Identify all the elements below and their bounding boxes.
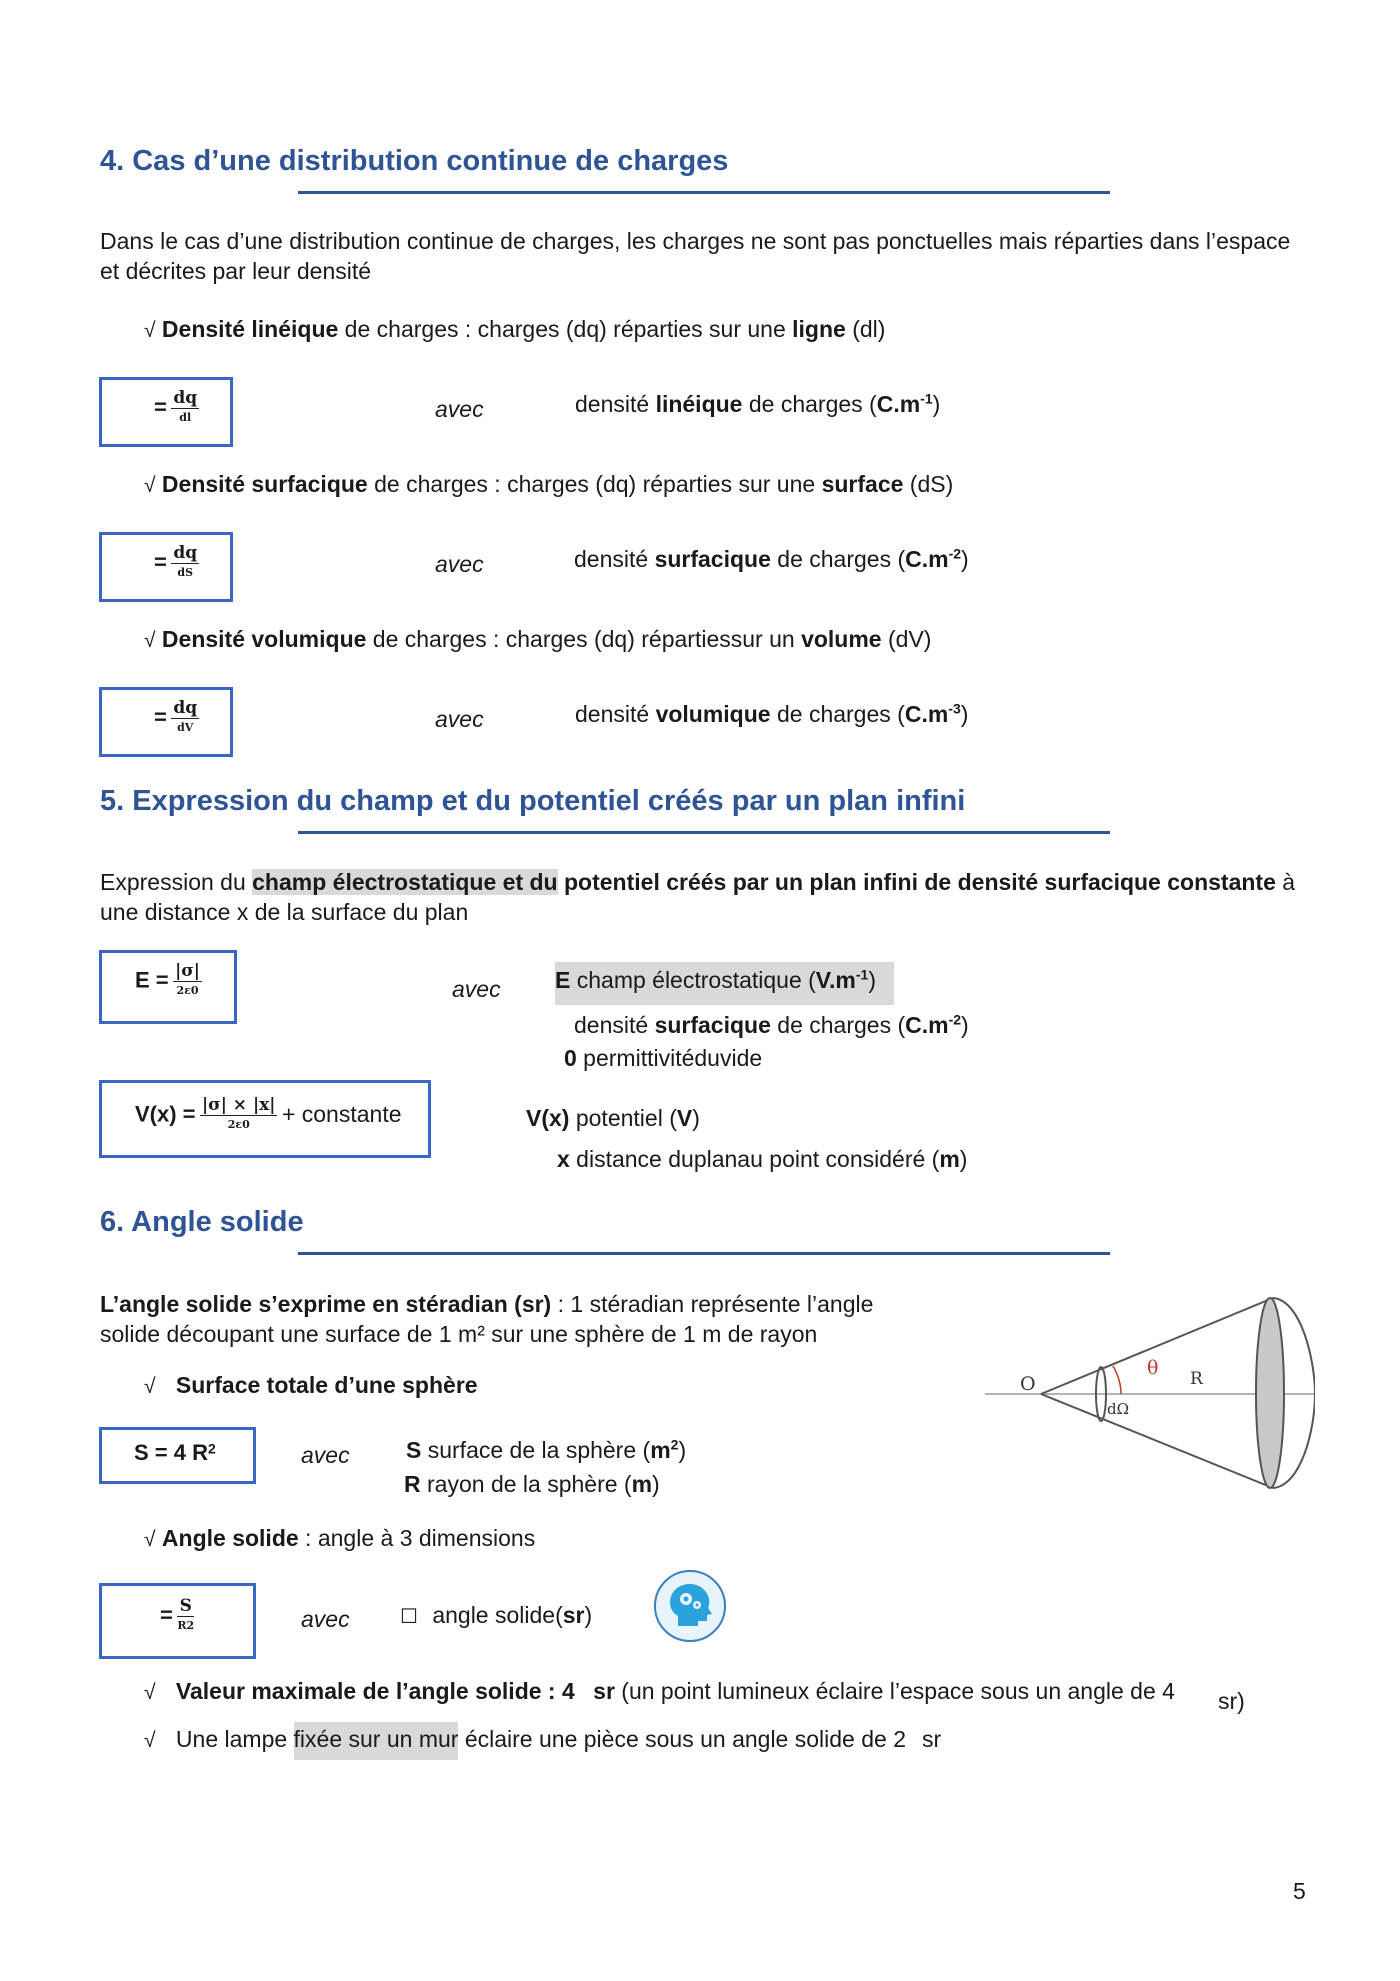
bullet-volumique [144,624,931,656]
def-unit: C.m [876,391,921,417]
lamp-text: éclaire une pièce sous un angle solide de 2 [458,1726,906,1752]
solid-angle-diagram [985,1290,1315,1495]
def-text: ) [961,546,969,572]
formula-box-V [99,1080,431,1158]
avec-label: avec [301,1442,350,1468]
label-d-omega: dΩ [1107,1400,1130,1418]
frac-num: |σ| [175,961,200,981]
V-def-line2 [557,1144,967,1174]
para-text: : 1 stéradian représente l’angle [551,1291,874,1317]
bullet-lineique-bold2: ligne [792,316,846,342]
def-unit: sr [562,1602,585,1628]
para-bold: potentiel créés par un plan infini de densité surfacique constante [557,869,1276,895]
page-number: 5 [1293,1878,1306,1904]
frac-den: dl [179,411,192,424]
bullet-volumique-text2: (dV) [881,626,932,652]
def-exp: -2 [948,545,962,562]
def-text: densité [575,391,656,417]
cone-base [1256,1298,1284,1488]
formula-box-Omega [99,1583,256,1659]
frac-den: dS [177,566,194,579]
def-bold: E [555,967,571,993]
formula-S: S = 4 R [134,1440,208,1465]
def-text: de charges ( [770,1012,906,1038]
def-exp: 2 [670,1436,679,1453]
def-text: ) [652,1471,660,1497]
formula-equals: = [154,394,167,420]
def-exp: -1 [920,390,933,407]
def-text: de charges ( [742,391,877,417]
def-surfacique [574,544,969,574]
section-4-title: 4. Cas d’une distribution continue de charges [100,145,729,177]
frac-num: dq [173,388,198,408]
def-bold: linéique [655,391,743,417]
formula-fraction [173,961,202,1000]
def-text: surface de la sphère ( [421,1437,651,1463]
bullet-max-text: (un point lumineux éclaire l’espace sous un angle de 4 [614,1678,1175,1704]
bullet-max-bold: Valeur maximale de l’angle solide : 4 [175,1678,575,1704]
bullet-angle-solide [144,1523,535,1555]
formula-rhs: + constante [281,1101,402,1127]
lamp-sr: sr [922,1726,942,1752]
V-def-line1 [526,1103,700,1133]
def-bold: V(x) [526,1105,570,1131]
frac-num: dq [173,543,198,563]
E-def-line1 [555,962,894,1005]
def-bold: volumique [655,701,771,727]
label-theta: θ [1147,1357,1159,1379]
def-text: ) [678,1437,687,1463]
bullet-lineique-text2: (dl) [845,316,886,342]
avec-label: avec [435,706,484,732]
def-unit: m [650,1437,671,1463]
label-O: O [1020,1373,1036,1395]
E-def-line2 [574,1010,969,1040]
bullet-lineique-text: de charges : charges (dq) réparties sur une [338,316,793,342]
formula-lhs: E = [135,967,169,993]
frac-den: 2ε0 [176,984,199,997]
def-bold: surfacique [654,546,771,572]
bullet-surfacique [144,469,953,501]
avec-label: avec [435,551,484,577]
def-bold: R [404,1471,421,1497]
Omega-def [400,1600,592,1632]
bullet-lineique [144,314,885,346]
bullet-sphere [144,1370,478,1402]
def-text: distance duplanau point considéré ( [569,1146,940,1172]
def-text: de charges ( [770,546,906,572]
section-4-intro-line2: et décrites par leur densité [100,258,372,284]
def-text: densité [575,701,656,727]
bullet-surfacique-text2: (dS) [903,471,954,497]
formula-equals: = [160,1602,173,1628]
bullet-volumique-text: de charges : charges (dq) répartiessur un [366,626,802,652]
section-5-para-line1 [100,867,1295,897]
def-text: ) [961,1012,969,1038]
bullet-volumique-bold2: volume [801,626,882,652]
def-text: ) [584,1602,593,1628]
def-exp: -2 [948,1011,962,1028]
bullet-surfacique-bold2: surface [821,471,904,497]
def-exp: -3 [948,700,961,717]
section-4-intro-line1: Dans le cas d’une distribution continue de charges, les charges ne sont pas ponctuelles mais réparties dans l’espace [100,228,1291,254]
formula-fraction [200,1095,278,1134]
def-bold: x [557,1146,570,1172]
avec-label: avec [452,976,501,1002]
frac-num: S [177,1596,194,1617]
cone-edge-bottom [1041,1394,1273,1488]
S-def-line2 [404,1469,660,1499]
bullet-max-angle [144,1676,1175,1708]
frac-num: dq [173,698,198,718]
def-bold: S [406,1437,422,1463]
formula-S-exp: 2 [207,1440,216,1457]
formula-box-E [99,950,237,1024]
bullet-angle-text: : angle à 3 dimensions [298,1525,536,1551]
check-mark-icon: √ [144,1375,156,1398]
formula-fraction [171,543,199,582]
def-bold: 0 [564,1045,577,1071]
bullet-angle-bold: Angle solide [161,1525,299,1551]
def-text: ) [692,1105,700,1131]
check-mark-icon: √ [144,1528,156,1551]
def-text: angle solide( [425,1602,563,1628]
para-bold: L’angle solide s’exprime en stéradian (sr) [100,1291,552,1317]
def-unit: V.m [815,967,856,993]
para-highlight: champ électrostatique et du [252,869,558,895]
formula-lhs: V(x) = [135,1101,196,1127]
formula-box-lineique [99,377,233,447]
para-text: à [1275,869,1296,895]
section-5-title: 5. Expression du champ et du potentiel créés par un plan infini [100,785,966,817]
section-5-rule [298,831,1110,834]
def-text: de charges ( [770,701,905,727]
def-text: densité [574,546,655,572]
def-exp: -1 [855,966,869,983]
section-6-rule [298,1252,1110,1255]
avec-label: avec [435,396,484,422]
bullet-lamp [144,1724,941,1756]
def-text: ) [959,1146,968,1172]
formula-equals: = [154,704,167,730]
bullet-max-sr: sr [593,1678,615,1704]
lamp-highlight: fixée sur un mur [294,1722,459,1760]
def-text: ) [868,967,876,993]
formula-box-volumique [99,687,233,757]
check-mark-icon: √ [144,474,156,497]
check-mark-icon: √ [144,629,156,652]
check-mark-icon: √ [144,319,156,342]
def-text: permittivitéduvide [576,1045,763,1071]
formula-equals: = [154,549,167,575]
section-5-para-line2: une distance x de la surface du plan [100,899,469,925]
def-text: ) [932,391,941,417]
formula-box-S [99,1427,256,1484]
check-mark-icon: √ [144,1681,156,1704]
def-unit: V [676,1105,693,1131]
E-def-line3 [564,1043,762,1073]
frac-num: |σ| × |x| [201,1095,276,1115]
frac-den: dV [177,721,194,734]
avec-label: avec [301,1606,350,1632]
missing-glyph-icon: ☐ [400,1606,418,1628]
cone-edge-top [1041,1298,1273,1394]
frac-den: 2ε0 [227,1118,250,1131]
formula-fraction [171,388,199,427]
theta-arc [1113,1366,1121,1394]
def-unit: C.m [905,546,949,572]
def-bold: surfacique [654,1012,771,1038]
check-mark-icon: √ [144,1729,156,1752]
def-volumique [575,699,968,729]
bullet-max-sr2: sr) [1218,1688,1245,1714]
bullet-sphere-bold: Surface totale d’une sphère [175,1372,478,1398]
def-text: rayon de la sphère ( [420,1471,632,1497]
formula-box-surfacique [99,532,233,602]
formula-fraction [177,1596,194,1635]
formula-fraction [171,698,199,737]
bullet-lineique-bold: Densité linéique [161,316,339,342]
def-unit: C.m [904,701,949,727]
section-6-para-line1 [100,1289,873,1319]
S-def-line1 [406,1435,686,1465]
def-unit: C.m [905,1012,949,1038]
para-text: Expression du [100,869,253,895]
def-unit: m [939,1146,960,1172]
label-R: R [1190,1369,1203,1389]
bullet-volumique-bold: Densité volumique [161,626,367,652]
def-unit: m [631,1471,653,1497]
bullet-surfacique-bold: Densité surfacique [161,471,368,497]
section-6-para-line2: solide découpant une surface de 1 m² sur une sphère de 1 m de rayon [100,1321,818,1347]
section-6-title: 6. Angle solide [100,1206,304,1238]
def-text: champ électrostatique ( [570,967,816,993]
section-4-rule [298,191,1110,194]
def-text: ) [960,701,969,727]
def-lineique [575,389,940,419]
def-text: densité [574,1012,655,1038]
frac-den: R2 [177,1619,195,1632]
lamp-text: Une lampe [175,1726,294,1752]
bullet-surfacique-text: de charges : charges (dq) réparties sur une [367,471,822,497]
head-gears-icon [652,1568,728,1644]
def-text: potentiel ( [569,1105,677,1131]
